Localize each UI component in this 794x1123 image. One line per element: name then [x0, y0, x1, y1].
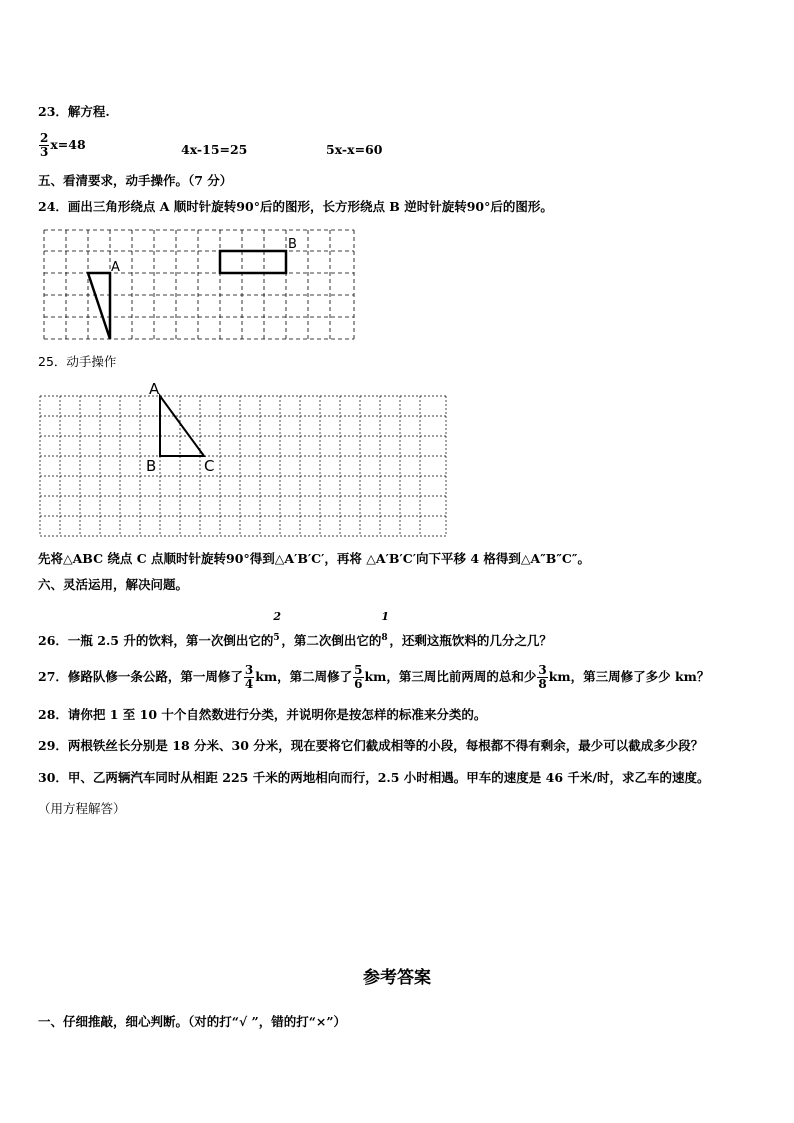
point-b-label: B — [288, 237, 297, 252]
fraction-denominator: 8 — [381, 633, 388, 643]
fraction-denominator: 6 — [354, 677, 363, 691]
question-27-part1: 27．修路队修一条公路，第一周修了 — [38, 669, 243, 684]
fraction-denominator: 3 — [40, 145, 49, 159]
question-27-part3: km，第三周比前两周的总和少 — [364, 669, 537, 684]
question-26-text — [38, 610, 552, 649]
fraction-two-fifths — [273, 610, 282, 645]
question-27-part2: km，第二周修了 — [255, 669, 353, 684]
point-a-label: A — [111, 260, 120, 275]
question-25-instruction: 先将△ABC 绕点 C 点顺时针旋转90°得到△A′B′C′，再将 △A′B′C′向下平移 4 格得到△A″B″C″。 — [38, 551, 590, 566]
fraction-denominator: 4 — [244, 677, 254, 691]
question-26-part2: ，第二次倒出它的 — [281, 633, 382, 648]
vertex-b-label: B — [146, 457, 157, 475]
fraction-denominator: 8 — [538, 677, 547, 691]
fraction-one-eighth — [381, 610, 390, 645]
question-30-text: 30．甲、乙两辆汽车同时从相距 225 千米的两地相向而行，2.5 小时相遇。甲车的速度是 46 千米/时，求乙车的速度。 — [38, 770, 710, 785]
question-26-part3: ，还剩这瓶饮料的几分之几？ — [389, 633, 552, 648]
fraction-numerator: 3 — [244, 663, 254, 677]
fraction-numerator: 1 — [381, 610, 390, 623]
question-23-equations — [38, 132, 86, 159]
section-5-heading: 五、看清要求，动手操作。（7 分） — [38, 173, 233, 188]
equation-1-rest: x=48 — [50, 137, 86, 152]
equation-2: 4x-15=25 — [181, 142, 248, 157]
fraction-denominator: 5 — [273, 633, 280, 643]
dotted-grid-25 — [40, 396, 446, 536]
grid-figure-25 — [36, 378, 450, 542]
fraction-numerator: 2 — [273, 610, 282, 623]
equation-3: 5x-x=60 — [326, 142, 383, 157]
question-24-text: 24．画出三角形绕点 A 顺时针旋转90°后的图形，长方形绕点 B 逆时针旋转90°后的图形。 — [38, 199, 553, 214]
fraction-three-quarters — [244, 664, 254, 691]
fraction-two-thirds — [39, 132, 49, 159]
answer-title: 参考答案 — [363, 968, 431, 988]
fraction-numerator: 2 — [40, 131, 49, 145]
question-30-note: （用方程解答） — [38, 801, 126, 816]
question-27-part4: km，第三周修了多少 km？ — [548, 669, 710, 684]
triangle-abc — [160, 396, 204, 456]
question-28-text: 28．请你把 1 至 10 十个自然数进行分类，并说明你是按怎样的标准来分类的。 — [38, 707, 487, 722]
answer-section-1-heading: 一、仔细推敲，细心判断。（对的打“√ ”，错的打“×”） — [38, 1014, 347, 1029]
question-25-label: 25．动手操作 — [38, 354, 117, 369]
question-26-part1: 26．一瓶 2.5 升的饮料，第一次倒出它的 — [38, 633, 274, 648]
rectangle-shape — [220, 251, 286, 273]
triangle-shape — [88, 273, 110, 339]
question-23-label: 23．解方程. — [38, 104, 110, 119]
grid-figure-24 — [42, 227, 358, 345]
fraction-numerator: 5 — [354, 663, 363, 677]
fraction-numerator: 3 — [538, 663, 547, 677]
section-6-heading: 六、灵活运用，解决问题。 — [38, 577, 189, 592]
fraction-five-sixths — [353, 664, 363, 691]
vertex-c-label: C — [204, 457, 215, 475]
dashed-grid-24 — [44, 230, 354, 339]
question-29-text: 29．两根铁丝长分别是 18 分米、30 分米，现在要将它们截成相等的小段，每根都不得有剩余，最少可以截成多少段？ — [38, 738, 704, 753]
question-27-text — [38, 664, 709, 691]
fraction-three-eighths — [537, 664, 547, 691]
vertex-a-label: A — [149, 380, 160, 398]
